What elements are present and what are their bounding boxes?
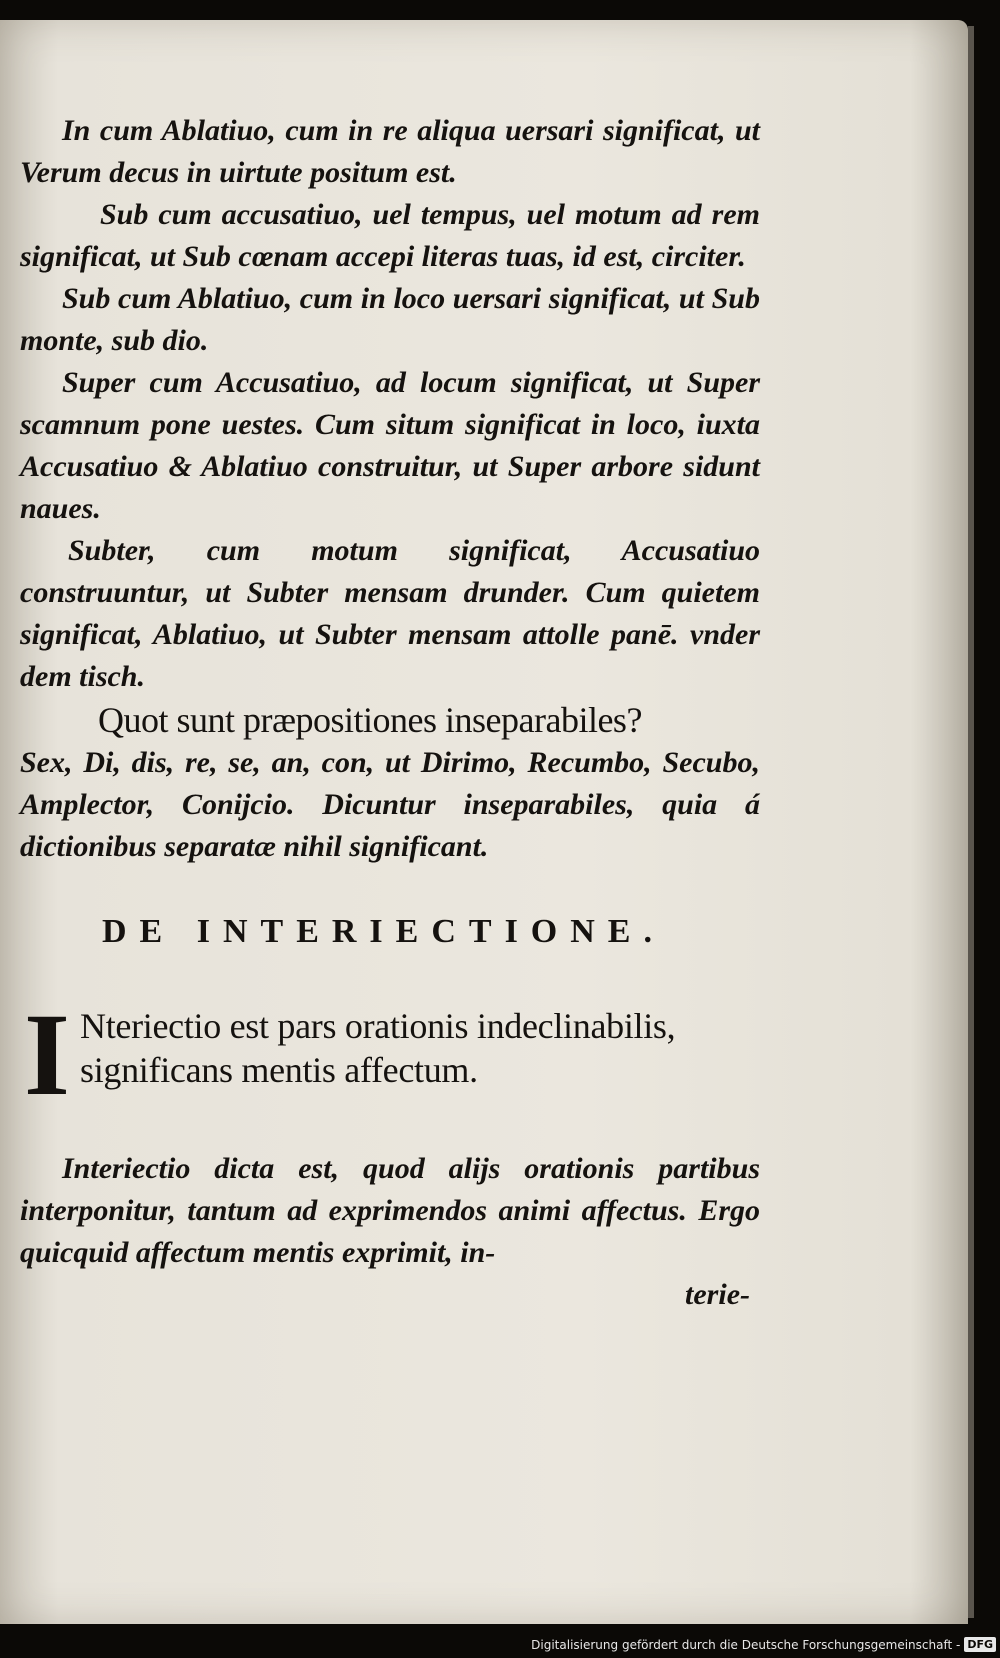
question-answer: Sex, Di, dis, re, se, an, con, ut Dirimo, Recumbo, Secubo, Amplector, Conijcio. Dicuntur inseparabiles, quia á dictionibus separatæ nihil significant. xyxy=(20,746,760,863)
definition-block xyxy=(20,989,760,1120)
definition-text: Nteriectio est pars orationis indeclinabilis, significans mentis affectum. xyxy=(80,1006,676,1090)
page-text xyxy=(20,110,760,1316)
digitization-footer xyxy=(531,1637,996,1652)
catchword: terie- xyxy=(685,1278,750,1311)
paragraph-interiectio: Interiectio dicta est, quod alijs orationis partibus interponitur, tantum ad exprimendos animi affectus. Ergo quicquid affectum mentis exprimit, in- xyxy=(20,1152,760,1269)
funding-notice: Digitalisierung gefördert durch die Deutsche Forschungsgemeinschaft - xyxy=(531,1637,961,1652)
paragraph-in-ablative: In cum Ablatiuo, cum in re aliqua uersari significat, ut Verum decus in uirtute positum est. xyxy=(20,114,760,189)
paragraph-sub-ablative: Sub cum Ablatiuo, cum in loco uersari significat, ut Sub monte, sub dio. xyxy=(20,282,760,357)
paragraph-sub-accusative: Sub cum accusatiuo, uel tempus, uel motum ad rem significat, ut Sub cœnam accepi literas tuas, id est, circiter. xyxy=(20,198,760,273)
dfg-logo: DFG xyxy=(964,1637,996,1652)
page-edge xyxy=(968,26,974,1618)
question-heading: Quot sunt præpositiones inseparabiles? xyxy=(98,700,642,740)
drop-cap-initial: I xyxy=(24,989,70,1120)
section-heading: DE INTERIECTIONE. xyxy=(102,913,665,950)
paragraph-super: Super cum Accusatiuo, ad locum significat, ut Super scamnum pone uestes. Cum situm significat in loco, iuxta Accusatiuo & Ablatiuo construitur, ut Super arbore sidunt naues. xyxy=(20,366,760,525)
paragraph-subter: Subter, cum motum significat, Accusatiuo construuntur, ut Subter mensam drunder. Cum quietem significat, Ablatiuo, ut Subter mensam attolle panē. vnder dem tisch. xyxy=(20,534,760,693)
